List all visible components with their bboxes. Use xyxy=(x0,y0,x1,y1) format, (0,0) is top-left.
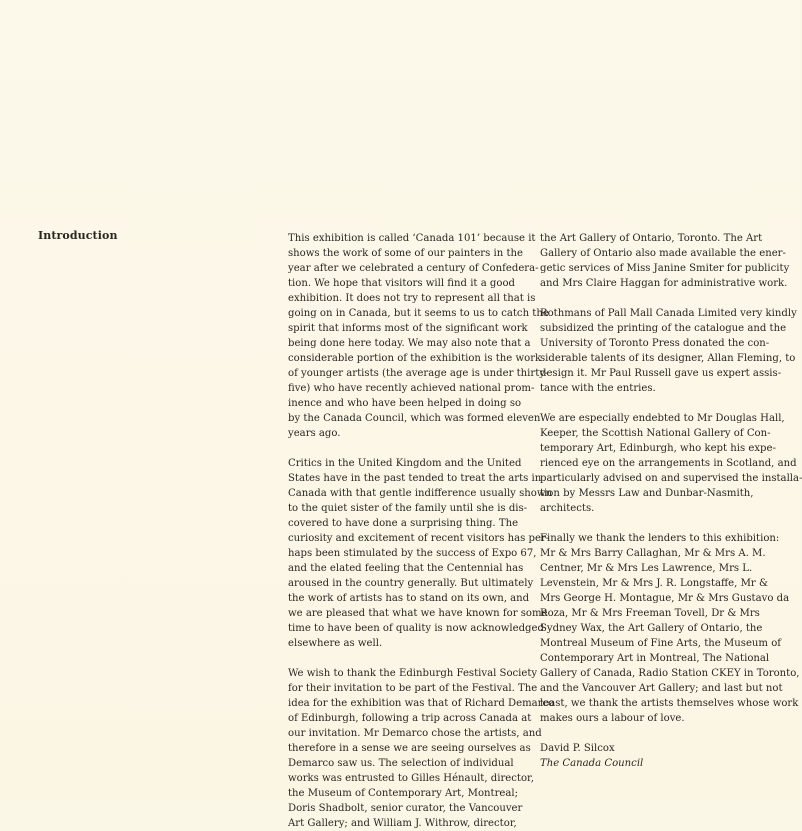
text-line: We are especially endebted to Mr Douglas Hall, xyxy=(540,413,785,424)
signature-organization: The Canada Council xyxy=(540,758,644,769)
text-line: therefore in a sense we are seeing ourselves as xyxy=(288,743,531,754)
text-line: tion. We hope that visitors will find it a good xyxy=(288,278,515,289)
text-line: We wish to thank the Edinburgh Festival Society xyxy=(288,668,538,679)
text-line: of younger artists (the average age is under thirty- xyxy=(288,368,549,379)
text-line: Levenstein, Mr & Mrs J. R. Longstaffe, Mr & xyxy=(540,578,768,589)
text-line: Gallery of Canada, Radio Station CKEY in Toronto, xyxy=(540,668,800,679)
text-line: time to have been of quality is now acknowledged xyxy=(288,623,544,634)
text-line: by the Canada Council, which was formed eleven xyxy=(288,413,541,424)
text-line: covered to have done a surprising thing. The xyxy=(288,518,519,529)
section-heading: Introduction xyxy=(38,229,118,242)
text-line: idea for the exhibition was that of Richard Demarco xyxy=(288,698,555,709)
paragraph-gap xyxy=(288,651,520,666)
text-line: Mr & Mrs Barry Callaghan, Mr & Mrs A. M. xyxy=(540,548,766,559)
text-line: architects. xyxy=(540,503,595,514)
text-line: tance with the entries. xyxy=(540,383,656,394)
text-line: works was entrusted to Gilles Hénault, director, xyxy=(288,773,534,784)
text-line: exhibition. It does not try to represent all that is xyxy=(288,293,536,304)
text-line: makes ours a labour of love. xyxy=(540,713,685,724)
text-line: inence and who have been helped in doing so xyxy=(288,398,522,409)
paragraph-gap xyxy=(540,516,772,531)
text-line: This exhibition is called ‘Canada 101’ because it xyxy=(288,233,536,244)
text-line: Gallery of Ontario also made available the ener- xyxy=(540,248,786,259)
text-line: Montreal Museum of Fine Arts, the Museum of xyxy=(540,638,782,649)
text-line: Art Gallery; and William J. Withrow, director, xyxy=(288,818,517,829)
text-line: being done here today. We may also note that a xyxy=(288,338,531,349)
text-line: our invitation. Mr Demarco chose the artists, and xyxy=(288,728,542,739)
text-line: of Edinburgh, following a trip across Canada at xyxy=(288,713,532,724)
text-line: the Art Gallery of Ontario, Toronto. The Art xyxy=(540,233,763,244)
signature-name: David P. Silcox xyxy=(540,743,615,754)
text-line: the Museum of Contemporary Art, Montreal; xyxy=(288,788,519,799)
text-line: shows the work of some of our painters in the xyxy=(288,248,523,259)
text-line: Keeper, the Scottish National Gallery of Con- xyxy=(540,428,771,439)
text-line: particularly advised on and supervised the installa- xyxy=(540,473,802,484)
text-line: Sydney Wax, the Art Gallery of Ontario, the xyxy=(540,623,763,634)
text-line: Critics in the United Kingdom and the United xyxy=(288,458,522,469)
text-line: subsidized the printing of the catalogue and the xyxy=(540,323,787,334)
text-line: tion by Messrs Law and Dunbar-Nasmith, xyxy=(540,488,754,499)
text-line: Demarco saw us. The selection of individual xyxy=(288,758,514,769)
text-line: five) who have recently achieved national prom- xyxy=(288,383,535,394)
text-line: Centner, Mr & Mrs Les Lawrence, Mrs L. xyxy=(540,563,753,574)
text-line: Doris Shadbolt, senior curator, the Vancouver xyxy=(288,803,523,814)
text-line: Contemporary Art in Montreal, The National xyxy=(540,653,770,664)
text-column-left xyxy=(288,231,555,831)
text-line: temporary Art, Edinburgh, who kept his expe- xyxy=(540,443,776,454)
text-line: going on in Canada, but it seems to us to catch the xyxy=(288,308,549,319)
text-line: and the Vancouver Art Gallery; and last but not xyxy=(540,683,783,694)
paragraph-gap xyxy=(540,726,772,741)
text-line: Mrs George H. Montague, Mr & Mrs Gustavo da xyxy=(540,593,790,604)
text-line: considerable portion of the exhibition is the work xyxy=(288,353,542,364)
text-line: States have in the past tended to treat the arts in xyxy=(288,473,542,484)
text-line: and Mrs Claire Haggan for administrative work. xyxy=(540,278,788,289)
text-line: the work of artists has to stand on its own, and xyxy=(288,593,530,604)
text-line: and the elated feeling that the Centennial has xyxy=(288,563,524,574)
text-line: spirit that informs most of the significant work xyxy=(288,323,528,334)
text-line: we are pleased that what we have known for some xyxy=(288,608,548,619)
text-line: rienced eye on the arrangements in Scotland, and xyxy=(540,458,797,469)
paragraph-gap xyxy=(540,396,772,411)
text-line: least, we thank the artists themselves whose work xyxy=(540,698,799,709)
text-line: haps been stimulated by the success of Expo 67, xyxy=(288,548,537,559)
text-line: Canada with that gentle indifference usually shown xyxy=(288,488,552,499)
text-line: Rothmans of Pall Mall Canada Limited very kindly xyxy=(540,308,797,319)
text-line: Finally we thank the lenders to this exhibition: xyxy=(540,533,780,544)
text-line: University of Toronto Press donated the con- xyxy=(540,338,770,349)
text-line: to the quiet sister of the family until she is dis- xyxy=(288,503,528,514)
paragraph-gap xyxy=(288,441,520,456)
text-line: for their invitation to be part of the Festival. The xyxy=(288,683,538,694)
text-line: siderable talents of its designer, Allan Fleming, to xyxy=(540,353,796,364)
text-line: year after we celebrated a century of Confedera- xyxy=(288,263,539,274)
paragraph-gap xyxy=(540,291,772,306)
text-line: curiosity and excitement of recent visitors has per- xyxy=(288,533,550,544)
text-line: getic services of Miss Janine Smiter for publicity xyxy=(540,263,790,274)
text-line: elsewhere as well. xyxy=(288,638,383,649)
text-line: design it. Mr Paul Russell gave us expert assis- xyxy=(540,368,782,379)
text-line: Roza, Mr & Mrs Freeman Tovell, Dr & Mrs xyxy=(540,608,760,619)
text-column-right-body xyxy=(540,231,802,726)
text-column-right xyxy=(540,231,802,771)
text-line: aroused in the country generally. But ultimately xyxy=(288,578,534,589)
text-line: years ago. xyxy=(288,428,341,439)
